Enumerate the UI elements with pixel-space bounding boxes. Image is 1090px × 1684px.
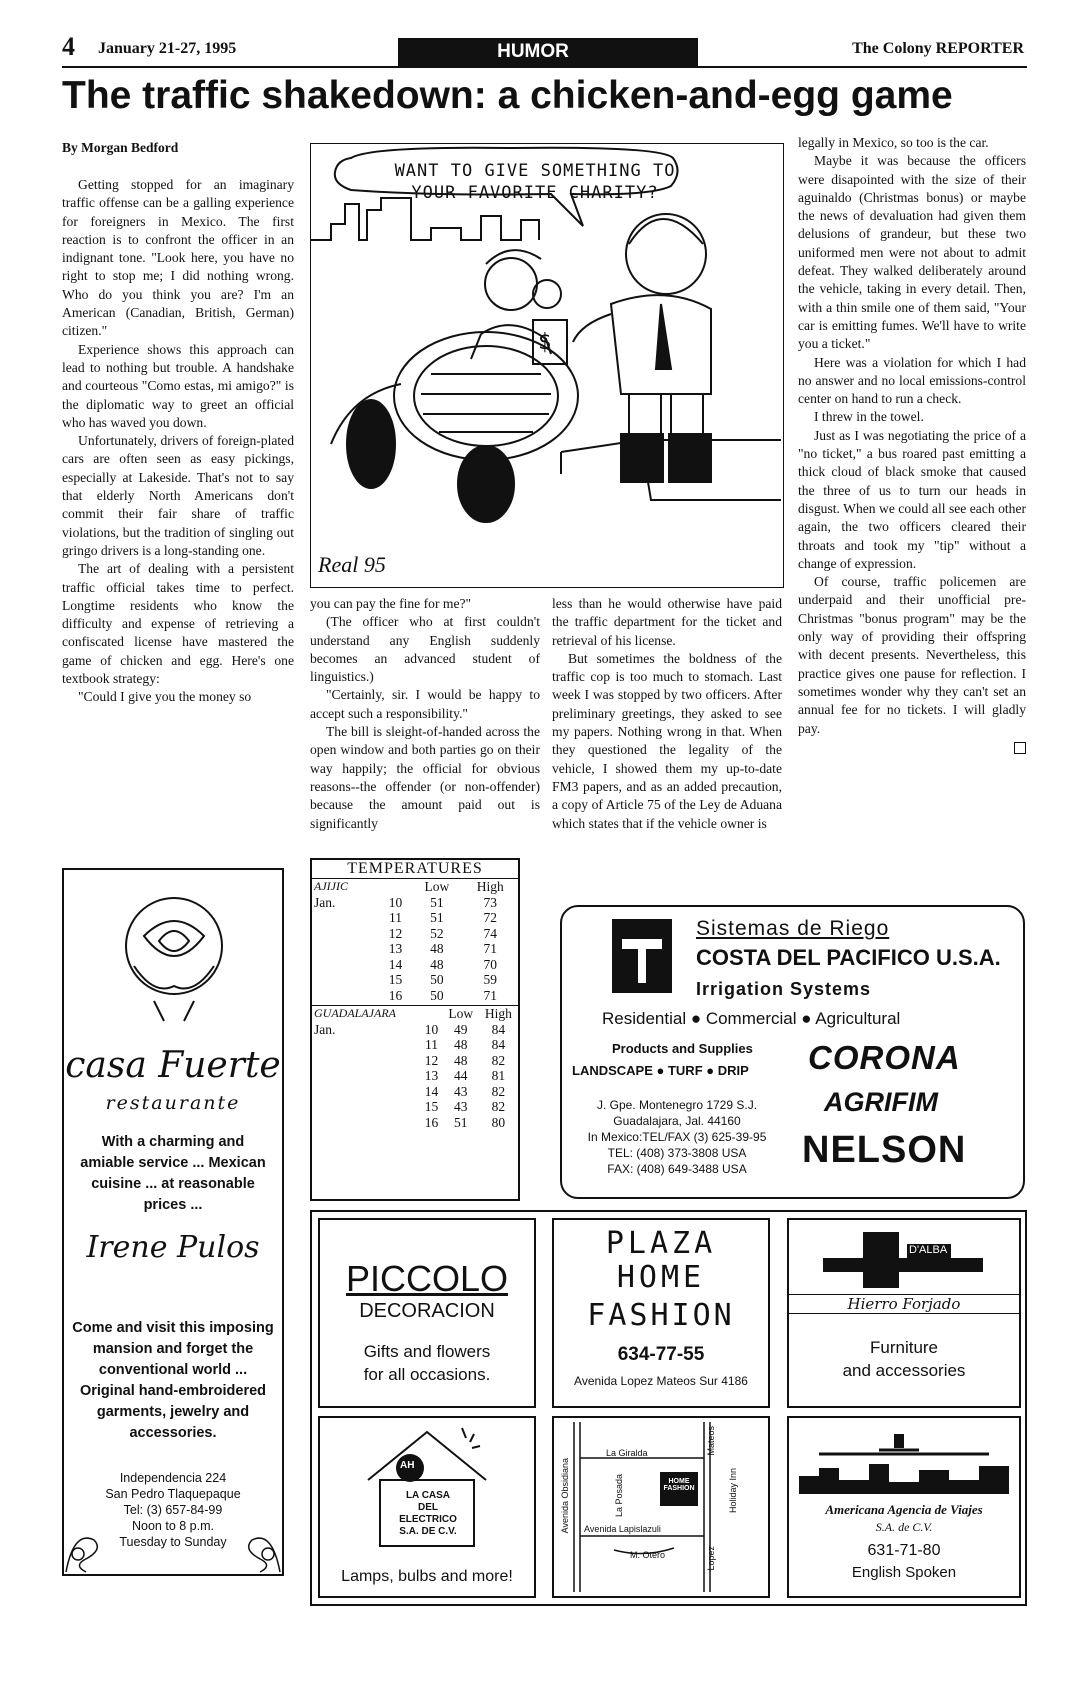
paragraph: I threw in the towel.	[814, 409, 924, 425]
article-column-4	[798, 134, 1026, 738]
paragraph: Just as I was negotiating the price of a "no ticket," a bus roared past emitting a thick cloud of black smoke that caused the three of us to turn our heads in disgust. When we could all see each other again, the two officers cleared their throats and took my "tip" without a change of expression.	[798, 427, 1026, 571]
americana-text: English Spoken	[851, 1564, 957, 1581]
paragraph: less than he would otherwise have paid the traffic department for the ticket and retrieval of his license.	[552, 596, 782, 648]
table-row	[312, 972, 518, 988]
high-value: 71	[483, 987, 498, 1003]
high-value: 84	[491, 1037, 506, 1052]
phone: TEL: (408) 373-3808 USA	[607, 1146, 747, 1160]
low-value: 48	[430, 941, 444, 956]
paragraph: (The officer who at first couldn't understand any English suddenly becomes an advanced student of linguistics.)	[310, 614, 540, 685]
riego-ad	[560, 905, 1025, 1199]
paragraph: But sometimes the boldness of the traffic cop is too much to stomach. Last week I was stopped by two officers. After preliminary greetings, they asked to see my papers. Nothing wrong in that. When they questioned the legality of the vehicle, I showed them my up-to-date FM3 papers, and as an added precaution, a copy of Article 75 of the Ley de Aduana which states that if the vehicle owner is	[552, 650, 782, 831]
high-value: 81	[491, 1068, 506, 1083]
restaurant-subtitle: restaurante	[105, 1092, 241, 1114]
day: 15	[388, 972, 403, 987]
day: 14	[388, 956, 403, 972]
article-column-3	[552, 595, 782, 833]
section-banner	[398, 38, 698, 66]
low-value: 43	[453, 1099, 468, 1114]
section-label: HUMOR	[497, 41, 569, 62]
map-label: Holiday Inn	[728, 1468, 738, 1514]
headline: The traffic shakedown: a chicken-and-egg game	[62, 74, 953, 117]
low-value: 51	[430, 894, 444, 910]
bubble-line-2: YOUR FAVORITE CHARITY?	[411, 183, 659, 203]
temperatures-ajijic-table	[312, 879, 518, 1003]
dalba-logo-text: D'ALBA	[909, 1244, 948, 1256]
riego-sectors: Residential ● Commercial ● Agricultural	[602, 1009, 901, 1028]
piccolo-text: for all occasions.	[363, 1365, 491, 1384]
sprinkler-icon	[612, 919, 672, 993]
americana-name: Americana Agencia de Viajes	[825, 1502, 983, 1517]
restaurant-name: casa Fuerte	[65, 1045, 281, 1086]
paragraph: legally in Mexico, so too is the car.	[798, 135, 989, 150]
high-value: 59	[483, 972, 498, 987]
month-label: Jan.	[314, 1021, 336, 1037]
issue-date: January 21-27, 1995	[98, 40, 237, 57]
low-header: Low	[448, 1006, 474, 1021]
day: 10	[388, 894, 403, 910]
paragraph: Getting stopped for an imaginary traffic offense can be a galling experience for foreigners in Mexico. The first reaction is to confront the officer in an indignant tone. "Look here, you have no right to stop me; I did nothing wrong. Who do you think you are? I'm an American (Canadian, British, German) citizen."	[62, 177, 294, 339]
cartoonist-signature: Real 95	[318, 552, 386, 577]
day: 11	[389, 910, 403, 925]
high-header: High	[476, 879, 504, 894]
paragraph: "Could I give you the money so	[78, 689, 252, 705]
phone: In Mexico:TEL/FAX (3) 625-39-95	[587, 1130, 767, 1144]
low-value: 50	[430, 987, 444, 1003]
paragraph: The bill is sleight-of-handed across the open window and both parties go on their way happily; the official for obvious reasons--the offender (or non-offender) because the amount paid out is significantly	[310, 724, 540, 831]
map-ad	[552, 1416, 770, 1598]
end-mark-icon	[1014, 742, 1026, 754]
byline: By Morgan Bedford	[62, 140, 179, 155]
rose-icon	[104, 886, 244, 1026]
casa-fuerte-ad	[62, 868, 284, 1576]
article-column-2	[310, 595, 540, 833]
map-label: La Giralda	[606, 1448, 648, 1458]
map-label: La Posada	[614, 1474, 624, 1518]
high-value: 71	[483, 941, 498, 956]
map-label: Mateos	[706, 1426, 716, 1456]
americana-phone: 631-71-80	[867, 1542, 941, 1559]
electrico-logo-text: AH	[400, 1460, 415, 1471]
high-value: 82	[491, 1052, 506, 1068]
map-label: Avenida Obsidiana	[560, 1458, 570, 1534]
map-label: HOME FASHION	[663, 1478, 695, 1492]
paragraph: Unfortunately, drivers of foreign-plated cars are often seen as easy pickings, especially at Lakeside. That's not to say that elderly North Americans don't commit their fair share of traffic violations, but the tradition of singling out gringo drivers is a long-standing one.	[62, 433, 294, 558]
table-row	[312, 1084, 518, 1100]
bubble-line-1: WANT TO GIVE SOMETHING TO	[394, 161, 676, 181]
phone: Tel: (3) 657-84-99	[123, 1503, 223, 1517]
dalba-name: Hierro Forjado	[789, 1294, 1019, 1314]
speech-bubble	[365, 160, 705, 204]
americana-sub: S.A. de C.V.	[875, 1520, 933, 1534]
temperatures-box	[310, 858, 520, 1201]
paragraph: Of course, traffic policemen are underpaid and their unofficial pre-Christmas "bonus program" may be the only way of providing their offspring with decent presents. Nevertheless, this practice gives one pause for reflection. I sometimes wonder why they can't set an annual fee for no tickets. I will gladly pay.	[798, 574, 1026, 736]
riego-title: Sistemas de Riego	[696, 917, 890, 940]
riego-products: Products and Supplies	[612, 1041, 753, 1056]
address-line: J. Gpe. Montenegro 1729 S.J.	[596, 1098, 758, 1112]
skyline-icon	[799, 1424, 1009, 1494]
piccolo-name: PICCOLO	[345, 1258, 509, 1299]
low-value: 49	[453, 1021, 468, 1037]
high-value: 74	[483, 925, 498, 941]
riego-subtitle: Irrigation Systems	[696, 979, 872, 999]
riego-lines: LANDSCAPE ● TURF ● DRIP	[572, 1063, 749, 1078]
paper-name: The Colony REPORTER	[852, 40, 1024, 57]
electrico-name-line: DEL	[418, 1502, 438, 1513]
low-value: 48	[430, 956, 444, 972]
table-row	[312, 957, 518, 973]
plaza-address: Avenida Lopez Mateos Sur 4186	[574, 1374, 748, 1388]
low-value: 51	[453, 1114, 468, 1130]
electrico-name	[378, 1490, 478, 1538]
day: 14	[424, 1083, 439, 1099]
plaza-name: PLAZA	[605, 1226, 717, 1261]
high-value: 82	[491, 1099, 506, 1114]
table-row	[312, 910, 518, 926]
low-value: 52	[430, 925, 444, 941]
paragraph: "Certainly, sir. I would be happy to accept such a responsibility."	[310, 687, 540, 721]
table-row	[312, 988, 518, 1004]
paragraph: Experience shows this approach can lead to nothing but trouble. A handshake and courteous "Como estas, mi amigo?" is the diplomatic way to greet an official who has waved you down.	[62, 341, 294, 430]
city-name: GUADALAJARA	[314, 1006, 396, 1020]
electrico-ad	[318, 1416, 536, 1598]
low-value: 48	[453, 1052, 468, 1068]
high-value: 84	[491, 1021, 506, 1037]
electrico-text: Lamps, bulbs and more!	[341, 1568, 513, 1585]
map-label: Lopez	[706, 1546, 716, 1571]
designer-signature: Irene Pulos	[86, 1230, 260, 1265]
low-value: 51	[430, 910, 444, 925]
ad-grid	[310, 1210, 1027, 1606]
low-value: 44	[453, 1068, 468, 1083]
city-name: AJIJIC	[314, 879, 348, 893]
table-row	[312, 1099, 518, 1115]
electrico-name-line: ELECTRICO	[399, 1514, 457, 1525]
day: 13	[424, 1068, 439, 1083]
low-header: Low	[424, 879, 450, 894]
americana-ad	[787, 1416, 1021, 1598]
table-row	[312, 1115, 518, 1131]
day: 16	[388, 987, 403, 1003]
day: 12	[424, 1052, 439, 1068]
paragraph: The art of dealing with a persistent traffic official takes time to perfect. Longtime residents who know the difficulty and expense of retrieving a confiscated license have mastered the game of chicken and egg. Here's one textbook strategy:	[62, 561, 294, 687]
agrifim-logo: AGRIFIM	[824, 1087, 938, 1117]
hours: Tuesday to Sunday	[119, 1535, 227, 1549]
table-row	[312, 1053, 518, 1069]
address-line: Independencia 224	[119, 1471, 227, 1485]
riego-company: COSTA DEL PACIFICO U.S.A.	[696, 945, 1001, 970]
day: 11	[425, 1037, 439, 1052]
high-value: 70	[483, 956, 498, 972]
header-rule	[62, 66, 1027, 68]
temperatures-title: TEMPERATURES	[312, 860, 518, 879]
low-value: 48	[453, 1037, 468, 1052]
restaurant-tagline: With a charming and amiable service ... Mexican cuisine ... at reasonable prices ...	[80, 1134, 266, 1213]
plaza-ad	[552, 1218, 770, 1408]
electrico-name-line: LA CASA	[405, 1490, 451, 1501]
piccolo-subtitle: DECORACION	[359, 1300, 495, 1322]
article-column-1	[62, 176, 294, 707]
high-value: 80	[491, 1114, 506, 1130]
dalba-text: and accessories	[842, 1361, 966, 1380]
piccolo-text: Gifts and flowers	[363, 1342, 491, 1361]
day: 13	[388, 941, 403, 956]
cartoon-drawing	[311, 144, 782, 586]
high-value: 82	[491, 1083, 506, 1099]
day: 15	[424, 1099, 439, 1114]
nelson-logo: NELSON	[802, 1129, 967, 1171]
piccolo-ad	[318, 1218, 536, 1408]
ornament-icon	[64, 1510, 282, 1574]
hours: Noon to 8 p.m.	[132, 1519, 214, 1533]
dalba-logo-icon	[823, 1232, 983, 1288]
paragraph: Here was a violation for which I had no answer and no local emissions-control center on hand to run a check.	[798, 354, 1026, 407]
address-line: San Pedro Tlaquepaque	[105, 1487, 241, 1501]
corona-logo: CORONA	[808, 1039, 961, 1076]
page-number: 4	[62, 32, 75, 61]
boutique-description: Come and visit this imposing mansion and forget the conventional world ... Original hand-embroidered garments, jewelry and accessories.	[72, 1320, 274, 1441]
table-row	[312, 1068, 518, 1084]
cartoon	[310, 143, 784, 588]
address-line: Guadalajara, Jal. 44160	[613, 1114, 741, 1128]
cup-label: $	[538, 330, 552, 355]
electrico-name-line: S.A. DE C.V.	[399, 1526, 457, 1537]
paragraph: you can pay the fine for me?"	[310, 596, 472, 611]
table-row	[312, 1037, 518, 1053]
table-row	[312, 895, 518, 911]
day: 10	[424, 1021, 439, 1037]
paragraph: Maybe it was because the officers were disapointed with the size of their aguinaldo (Christmas bonus) or maybe the news of devaluation had given them delusions of grandeur, but these two uniformed men were not about to admit defeat. They walked deliberately around the vehicle, taking in every detail. Then, with a thin smile one of them said, "Your car is emitting fumes. We'll have to write you a ticket."	[798, 153, 1026, 352]
map-label: M. Otero	[630, 1550, 666, 1560]
dalba-text: Furniture	[869, 1338, 939, 1357]
dalba-ad	[787, 1218, 1021, 1408]
day: 12	[388, 925, 403, 941]
high-header: High	[484, 1006, 512, 1021]
plaza-name: FASHION	[587, 1298, 735, 1333]
temperatures-guadalajara-table	[312, 1006, 518, 1130]
table-row	[312, 941, 518, 957]
fax: FAX: (408) 649-3488 USA	[607, 1162, 747, 1176]
plaza-phone: 634-77-55	[617, 1344, 705, 1365]
month-label: Jan.	[314, 894, 336, 910]
map-label: Avenida Lapislazuli	[584, 1524, 661, 1534]
plaza-name: HOME	[616, 1260, 706, 1295]
low-value: 50	[430, 972, 444, 987]
riego-address	[568, 1097, 786, 1177]
low-value: 43	[453, 1083, 468, 1099]
high-value: 73	[483, 894, 498, 910]
day: 16	[424, 1114, 439, 1130]
table-row	[312, 926, 518, 942]
high-value: 72	[483, 910, 498, 925]
table-row	[312, 1022, 518, 1038]
